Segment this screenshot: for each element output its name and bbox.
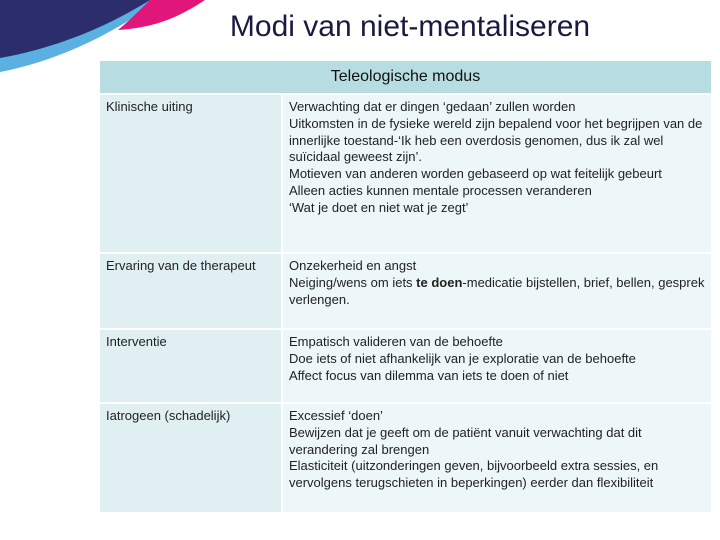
table-row bbox=[100, 95, 711, 254]
row-label: Iatrogeen (schadelijk) bbox=[100, 404, 283, 512]
row-content bbox=[283, 404, 711, 512]
emphasis-text: te doen bbox=[416, 274, 463, 290]
table-header: Teleologische modus bbox=[100, 61, 711, 95]
row-content bbox=[283, 330, 711, 402]
row-label: Interventie bbox=[100, 330, 283, 402]
table-row bbox=[100, 254, 711, 330]
content-line: Verwachting dat er dingen ‘gedaan’ zullen worden bbox=[289, 99, 576, 114]
content-line: Bewijzen dat je geeft om de patiënt vanuit verwachting dat dit verandering zal brengen bbox=[289, 424, 642, 457]
row-content bbox=[283, 95, 711, 252]
content-text: Neiging/wens om iets bbox=[289, 274, 417, 290]
content-line: Uitkomsten in de fysieke wereld zijn bepalend voor het begrijpen van de innerlijke toestand-‘Ik heb een overdosis genomen, dus ik zal wel suïcidaal geweest zijn’. bbox=[289, 115, 703, 165]
mode-table bbox=[100, 61, 711, 514]
content-line: ‘Wat je doet en niet wat je zegt’ bbox=[289, 199, 469, 215]
content-line bbox=[289, 275, 705, 309]
content-line: Onzekerheid en angst bbox=[289, 258, 417, 273]
content-line: Affect focus van dilemma van iets te doen of niet bbox=[289, 367, 569, 383]
table-row bbox=[100, 404, 711, 514]
content-line: Doe iets of niet afhankelijk van je exploratie van de behoefte bbox=[289, 350, 636, 366]
row-content bbox=[283, 254, 711, 328]
page-title: Modi van niet-mentaliseren bbox=[229, 10, 591, 43]
table-row bbox=[100, 330, 711, 404]
content-line: Alleen acties kunnen mentale processen veranderen bbox=[289, 182, 592, 198]
row-label: Klinische uiting bbox=[100, 95, 283, 252]
content-line: Empatisch valideren van de behoefte bbox=[289, 334, 503, 349]
row-label: Ervaring van de therapeut bbox=[100, 254, 283, 328]
content-line: Excessief ‘doen’ bbox=[289, 408, 383, 423]
content-text: -medicatie bijstellen, brief, bellen, gesprek verlengen. bbox=[289, 274, 705, 307]
content-line: Motieven van anderen worden gebaseerd op wat feitelijk gebeurt bbox=[289, 166, 662, 182]
content-line: Elasticiteit (uitzonderingen geven, bijvoorbeeld extra sessies, en vervolgens terugschieten in beperkingen) eerder dan flexibiliteit bbox=[289, 458, 659, 491]
